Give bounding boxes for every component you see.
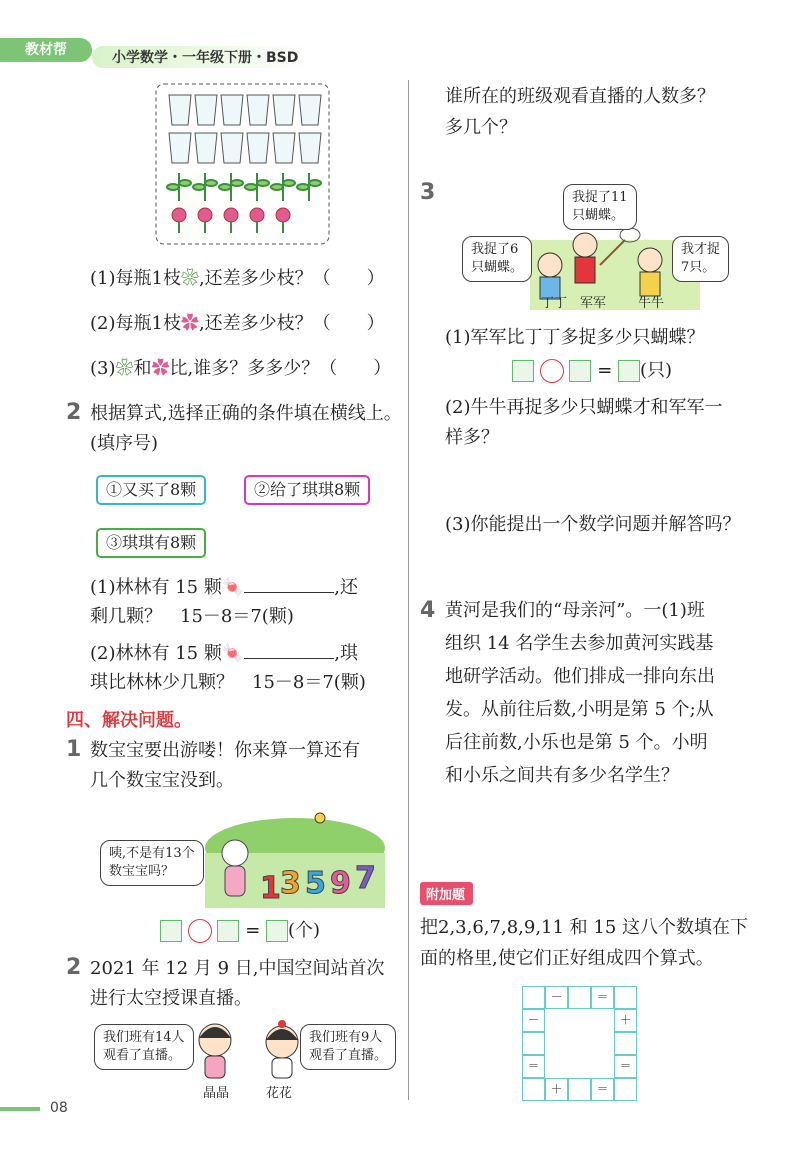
q2-sub-1-line-1: (1)林林有 15 颗🍬 ,还 — [90, 574, 358, 601]
dingding-bubble: 我捉了6 只蝴蝶。 — [462, 236, 532, 282]
jingjing-bubble: 我们班有14人 观看了直播。 — [94, 1024, 194, 1070]
q4-number: 4 — [420, 598, 436, 623]
grid-cell[interactable] — [614, 1032, 637, 1055]
name-huahua: 花花 — [266, 1086, 293, 1101]
answer-box[interactable] — [266, 920, 288, 942]
s2-text-2: 进行太空授课直播。 — [90, 988, 252, 1009]
s1-text-1: 数宝宝要出游喽！你来算一算还有 — [90, 740, 360, 761]
grid-op-cell: ＋ — [614, 1009, 637, 1032]
candy-icon: 🍬 — [221, 643, 245, 664]
operator-circle[interactable] — [540, 359, 564, 383]
answer-box[interactable] — [217, 920, 239, 942]
header-tag: 教材帮 — [0, 38, 92, 62]
rose-icon: ✿ — [180, 313, 199, 334]
grid-op-cell: ＝ — [591, 986, 614, 1009]
grid-cell[interactable] — [522, 1078, 545, 1101]
extra-text-2: 面的格里,使它们正好组成四个算式。 — [420, 948, 714, 969]
name-niuniu: 牛牛 — [638, 296, 665, 311]
name-junjun: 军军 — [580, 296, 607, 311]
footer-bar — [0, 1107, 40, 1111]
q3-part-1: (1)军军比丁丁多捉多少只蝴蝶？ — [445, 327, 705, 348]
q2-sub-2-line-1: (2)林林有 15 颗🍬 ,琪 — [90, 640, 358, 667]
q2-text-2: (填序号) — [90, 433, 159, 454]
q3-part-2-line-2: 样多？ — [445, 427, 499, 448]
grid-cell[interactable] — [522, 986, 545, 1009]
grid-op-cell: ＝ — [614, 1055, 637, 1078]
q3-number: 3 — [420, 180, 436, 205]
grid-cell[interactable] — [614, 986, 637, 1009]
candy-icon: 🍬 — [221, 577, 245, 598]
q4-line: 组织 14 名学生去参加黄河实践基 — [445, 633, 714, 654]
section-title: 四、解决问题。 — [66, 710, 192, 731]
header-title: 小学数学・一年级下册・BSD — [112, 50, 299, 66]
r-top-line-2: 多几个？ — [445, 117, 517, 138]
r-top-line-1: 谁所在的班级观看直播的人数多？ — [445, 86, 715, 107]
answer-blank-2[interactable] — [244, 640, 334, 659]
answer-box[interactable] — [512, 360, 534, 382]
q4-line: 发。从前往后数,小明是第 5 个;从 — [445, 699, 714, 720]
lily-icon: ❀ — [115, 358, 134, 379]
grid-op-cell: ＋ — [545, 1078, 568, 1101]
s1-number: 1 — [66, 737, 82, 762]
s2-text-1: 2021 年 12 月 9 日,中国空间站首次 — [90, 958, 385, 979]
junjun-bubble: 我捉了11 只蝴蝶。 — [563, 184, 637, 230]
q4-line: 后往前数,小乐也是第 5 个。小明 — [445, 732, 708, 753]
column-divider — [408, 80, 409, 1100]
huahua-bubble: 我们班有9人 观看了直播。 — [300, 1024, 396, 1070]
s1-speech-bubble: 咦,不是有13个 数宝宝吗？ — [100, 840, 204, 886]
grid-op-cell: － — [522, 1009, 545, 1032]
niuniu-bubble: 我才捉 7只。 — [672, 236, 729, 282]
q2-sub-2-line-2: 琪比林林少几颗？ 15－8＝7(颗) — [90, 672, 366, 693]
grid-cell[interactable] — [568, 986, 591, 1009]
number-babies-illustration — [205, 808, 385, 908]
number-baby: 7 — [355, 861, 376, 896]
name-dingding: 丁丁 — [541, 296, 568, 311]
answer-box[interactable] — [618, 360, 640, 382]
name-jingjing: 晶晶 — [203, 1086, 230, 1101]
q4-line: 和小乐之间共有多少名学生？ — [445, 765, 679, 786]
number-baby: 1 — [260, 871, 281, 906]
number-baby: 3 — [280, 866, 301, 901]
q4-line: 地研学活动。他们排成一排向东出 — [445, 666, 715, 687]
s1-equation: = (个) — [160, 918, 320, 944]
grid-cell[interactable] — [568, 1078, 591, 1101]
page-number: 08 — [50, 1100, 68, 1116]
number-baby: 9 — [330, 866, 351, 901]
condition-2: ②给了琪琪8颗 — [244, 475, 370, 505]
grid-op-cell: － — [545, 986, 568, 1009]
q2-number: 2 — [66, 400, 82, 425]
operator-circle[interactable] — [188, 919, 212, 943]
jingjing-figure — [195, 1020, 235, 1080]
condition-3: ③琪琪有8颗 — [96, 528, 206, 558]
answer-box[interactable] — [160, 920, 182, 942]
huahua-figure — [262, 1020, 302, 1080]
answer-blank-1[interactable] — [244, 574, 334, 593]
grid-op-cell: ＝ — [522, 1055, 545, 1078]
number-baby: 5 — [305, 866, 326, 901]
q4-line: 黄河是我们的“母亲河”。一(1)班 — [445, 600, 705, 621]
rose-icon: ✿ — [151, 358, 170, 379]
extra-text-1: 把2,3,6,7,8,9,11 和 15 这八个数填在下 — [420, 917, 749, 938]
q1-part-1: (1)每瓶1枝❀,还差多少枝？（ ） — [90, 268, 385, 289]
s2-number: 2 — [66, 955, 82, 980]
s1-text-2: 几个数宝宝没到。 — [90, 770, 234, 791]
q3-part-3: (3)你能提出一个数学问题并解答吗？ — [445, 514, 741, 535]
number-grid — [522, 986, 642, 1106]
q1-part-3: (3)❀和✿比,谁多？多多少？（ ） — [90, 358, 392, 379]
grid-cell[interactable] — [614, 1078, 637, 1101]
q1-part-2: (2)每瓶1枝✿,还差多少枝？（ ） — [90, 313, 385, 334]
grid-op-cell: ＝ — [591, 1078, 614, 1101]
q2-sub-1-line-2: 剩几颗？ 15－8＝7(颗) — [90, 606, 294, 627]
grid-cell[interactable] — [522, 1032, 545, 1055]
vases-flowers-illustration — [155, 83, 330, 245]
q2-text-1: 根据算式,选择正确的条件填在横线上。 — [90, 403, 402, 424]
lily-icon: ❀ — [180, 268, 199, 289]
answer-box[interactable] — [569, 360, 591, 382]
condition-1: ①又买了8颗 — [96, 475, 206, 505]
q3-part-2-line-1: (2)牛牛再捉多少只蝴蝶才和军军一 — [445, 397, 723, 418]
extra-question-tag: 附加题 — [420, 882, 473, 905]
q3-equation: = (只) — [512, 358, 672, 384]
